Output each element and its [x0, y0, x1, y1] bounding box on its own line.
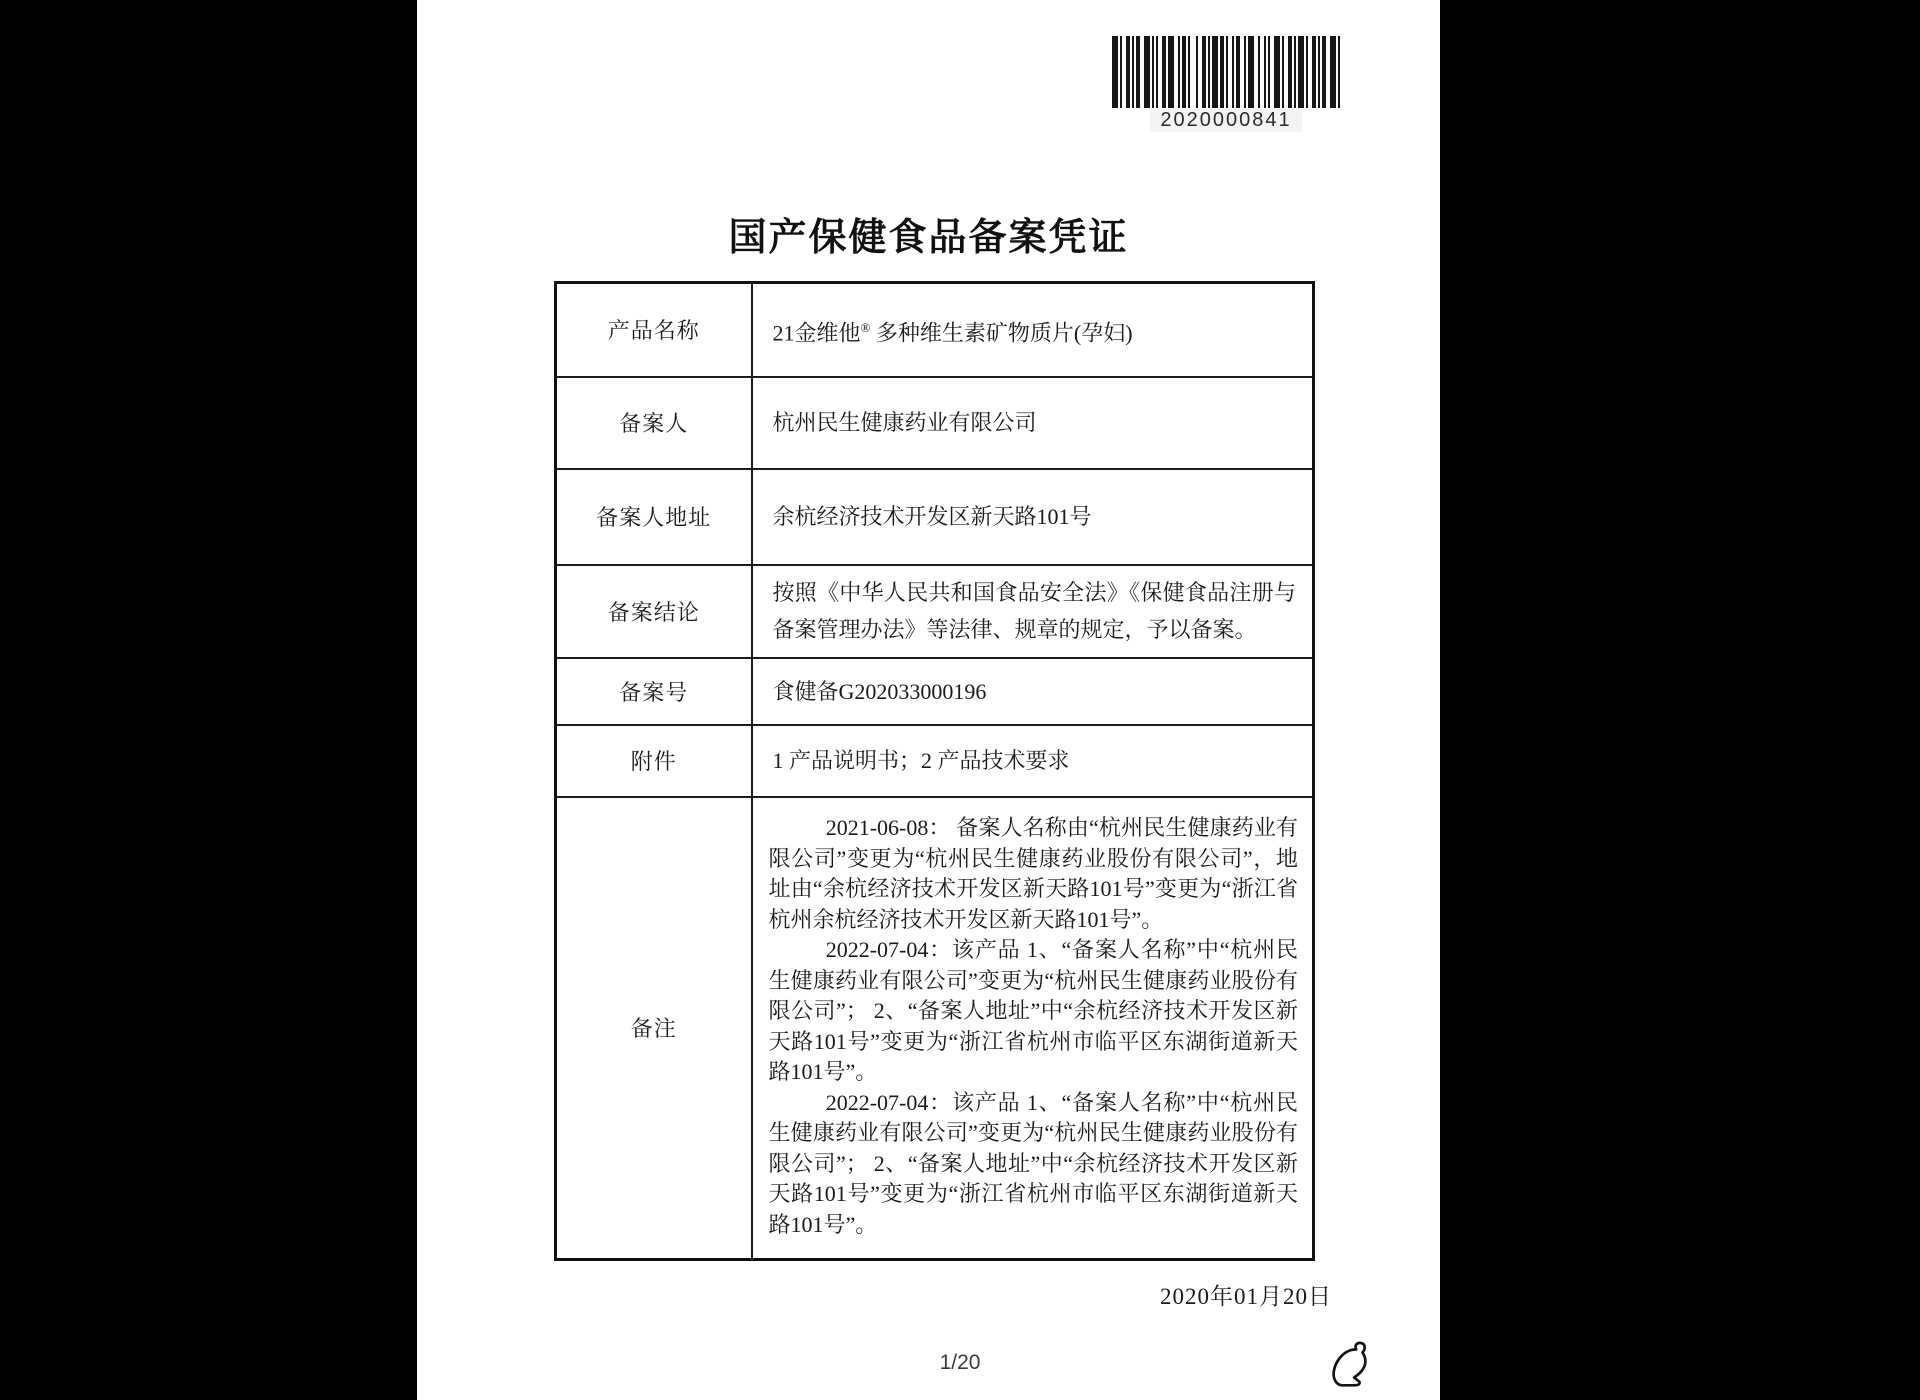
filing-number-value: 食健备G202033000196	[752, 658, 1314, 725]
registered-trademark-mark: ®	[860, 319, 871, 335]
barcode-number: 2020000841	[1150, 109, 1301, 132]
filer-value: 杭州民生健康药业有限公司	[752, 377, 1314, 469]
page-indicator: 1/20	[939, 1351, 981, 1374]
product-name-value	[752, 283, 1314, 377]
product-name-rest: 多种维生素矿物质片(孕妇)	[870, 319, 1133, 345]
attachments-value: 1 产品说明书；2 产品技术要求	[752, 725, 1314, 797]
attachments-label: 附件	[556, 725, 752, 797]
issue-date: 2020年01月20日	[1160, 1284, 1332, 1309]
product-brand: 21金维他	[772, 319, 861, 345]
remarks-value	[752, 797, 1314, 1260]
remark-paragraph: 2021-06-08： 备案人名称由“杭州民生健康药业有限公司”变更为“杭州民生健康药业股份有限公司”，地址由“余杭经济技术开发区新天路101号”变更为“浙江省杭州余杭经济技术开发区新天路101号”。	[768, 815, 1298, 932]
barcode	[1112, 36, 1340, 132]
filer-address-label: 备案人地址	[556, 469, 752, 565]
table-row	[556, 658, 1314, 725]
product-name-label: 产品名称	[556, 283, 752, 377]
remarks-label: 备注	[556, 797, 752, 1260]
table-row	[556, 565, 1314, 658]
document-page	[417, 0, 1440, 1400]
filing-number-label: 备案号	[556, 658, 752, 725]
table-row	[556, 469, 1314, 565]
certificate-table	[554, 281, 1315, 1261]
filing-conclusion-value: 按照《中华人民共和国食品安全法》《保健食品注册与备案管理办法》等法律、规章的规定，予以备案。	[752, 565, 1314, 658]
page-title: 国产保健食品备案凭证	[728, 217, 1129, 259]
remark-paragraph: 2022-07-04：该产品 1、“备案人名称”中“杭州民生健康药业有限公司”变更为“杭州民生健康药业股份有限公司”； 2、“备案人地址”中“余杭经济技术开发区新天路101号”变更为“浙江省杭州市临平区东湖街道新天路101号”。	[768, 1089, 1298, 1237]
remark-paragraph: 2022-07-04：该产品 1、“备案人名称”中“杭州民生健康药业有限公司”变更为“杭州民生健康药业股份有限公司”； 2、“备案人地址”中“余杭经济技术开发区新天路101号”变更为“浙江省杭州市临平区东湖街道新天路101号”。	[768, 937, 1298, 1085]
table-row	[556, 725, 1314, 797]
filer-label: 备案人	[556, 377, 752, 469]
filing-conclusion-label: 备案结论	[556, 565, 752, 658]
filer-address-value: 余杭经济技术开发区新天路101号	[752, 469, 1314, 565]
table-row	[556, 377, 1314, 469]
table-row	[556, 283, 1314, 377]
barcode-image	[1112, 36, 1340, 108]
table-row	[556, 797, 1314, 1260]
